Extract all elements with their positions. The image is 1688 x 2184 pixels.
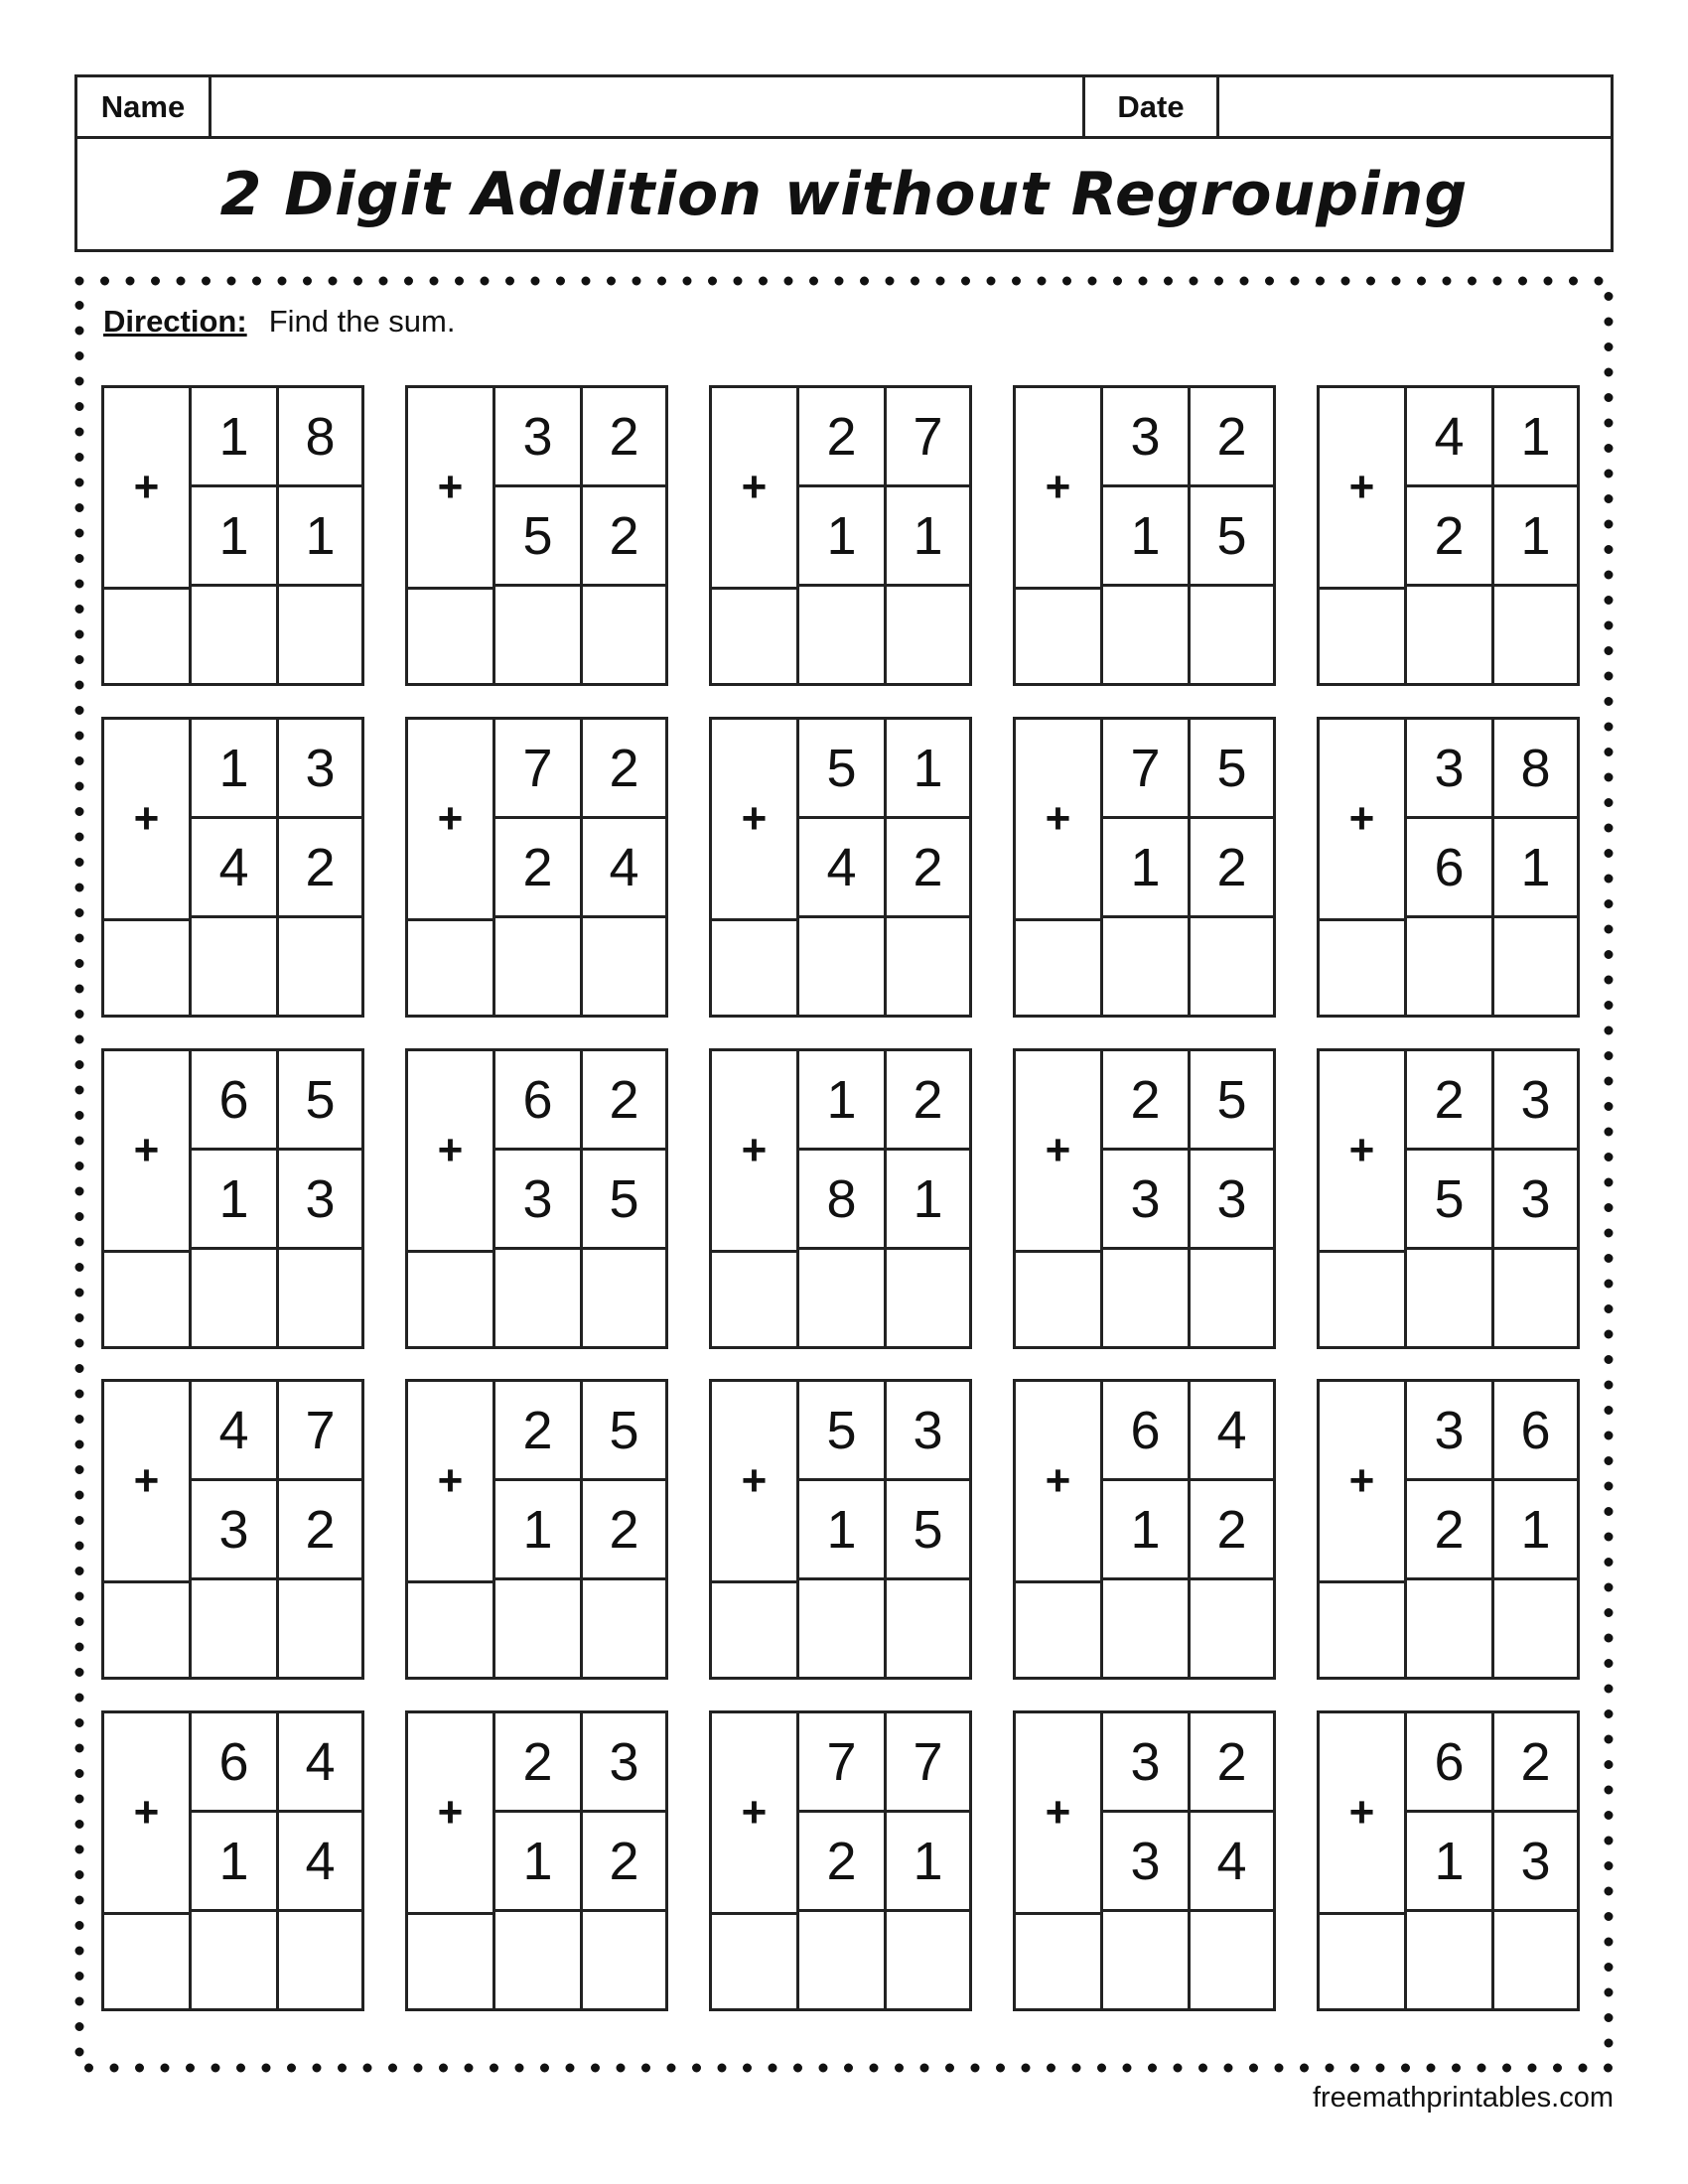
- answer-box[interactable]: [408, 918, 495, 1015]
- plus-sign: +: [104, 1382, 192, 1580]
- addend-bottom-tens: 1: [495, 1481, 583, 1580]
- answer-box[interactable]: [1494, 1250, 1577, 1346]
- answer-box[interactable]: [495, 1250, 583, 1346]
- answer-box[interactable]: [1494, 1580, 1577, 1677]
- addend-top-tens: 2: [1103, 1051, 1191, 1151]
- addend-top-ones: 7: [887, 1713, 969, 1813]
- answer-box[interactable]: [1320, 1580, 1407, 1677]
- answer-box[interactable]: [583, 1250, 665, 1346]
- answer-box[interactable]: [1320, 1250, 1407, 1346]
- answer-box[interactable]: [1320, 918, 1407, 1015]
- addend-bottom-ones: 2: [583, 1813, 665, 1912]
- addition-problem: [405, 1048, 668, 1349]
- addend-top-ones: 4: [1191, 1382, 1273, 1481]
- plus-sign: +: [408, 1713, 495, 1912]
- answer-box[interactable]: [1494, 587, 1577, 683]
- addend-bottom-tens: 1: [192, 1151, 279, 1250]
- addend-bottom-ones: 3: [1494, 1813, 1577, 1912]
- answer-box[interactable]: [104, 1250, 192, 1346]
- answer-box[interactable]: [799, 918, 887, 1015]
- answer-box[interactable]: [887, 1912, 969, 2008]
- addend-top-tens: 7: [799, 1713, 887, 1813]
- addend-top-ones: 2: [583, 720, 665, 819]
- addition-problem: [1317, 717, 1580, 1018]
- answer-box[interactable]: [712, 1580, 799, 1677]
- plus-sign: +: [408, 1051, 495, 1250]
- answer-box[interactable]: [1191, 1580, 1273, 1677]
- answer-box[interactable]: [495, 918, 583, 1015]
- answer-box[interactable]: [1407, 1250, 1494, 1346]
- addend-top-tens: 6: [495, 1051, 583, 1151]
- addition-problem: [1013, 385, 1276, 686]
- addend-bottom-ones: 2: [279, 819, 361, 918]
- addition-problem: [405, 717, 668, 1018]
- answer-box[interactable]: [799, 1912, 887, 2008]
- addend-top-tens: 2: [799, 388, 887, 487]
- plus-sign: +: [104, 388, 192, 587]
- addend-top-ones: 3: [583, 1713, 665, 1813]
- addend-bottom-ones: 2: [1191, 819, 1273, 918]
- addition-problem: [1013, 1710, 1276, 2011]
- addend-bottom-ones: 4: [1191, 1813, 1273, 1912]
- answer-box[interactable]: [712, 1250, 799, 1346]
- answer-box[interactable]: [583, 1912, 665, 2008]
- addition-problem: [405, 1710, 668, 2011]
- addend-top-ones: 5: [583, 1382, 665, 1481]
- addend-bottom-tens: 5: [495, 487, 583, 587]
- answer-box[interactable]: [887, 1250, 969, 1346]
- addend-bottom-ones: 2: [1191, 1481, 1273, 1580]
- answer-box[interactable]: [1494, 1912, 1577, 2008]
- addend-top-ones: 5: [279, 1051, 361, 1151]
- addend-top-tens: 6: [1407, 1713, 1494, 1813]
- addend-bottom-tens: 8: [799, 1151, 887, 1250]
- plus-sign: +: [712, 388, 799, 587]
- answer-box[interactable]: [279, 587, 361, 683]
- addend-top-tens: 2: [1407, 1051, 1494, 1151]
- addend-bottom-tens: 1: [1103, 819, 1191, 918]
- answer-box[interactable]: [1103, 1912, 1191, 2008]
- addend-bottom-ones: 1: [887, 487, 969, 587]
- addend-top-ones: 5: [1191, 1051, 1273, 1151]
- addend-bottom-tens: 1: [495, 1813, 583, 1912]
- addend-top-ones: 2: [583, 388, 665, 487]
- answer-box[interactable]: [1407, 1912, 1494, 2008]
- addend-top-ones: 2: [1191, 388, 1273, 487]
- addend-top-ones: 6: [1494, 1382, 1577, 1481]
- addend-top-ones: 1: [887, 720, 969, 819]
- addend-bottom-tens: 3: [1103, 1151, 1191, 1250]
- answer-box[interactable]: [1016, 587, 1103, 683]
- plus-sign: +: [1016, 1713, 1103, 1912]
- addend-top-tens: 4: [192, 1382, 279, 1481]
- addend-bottom-tens: 1: [799, 1481, 887, 1580]
- addend-top-tens: 5: [799, 720, 887, 819]
- answer-box[interactable]: [279, 1250, 361, 1346]
- addition-problem: [709, 385, 972, 686]
- answer-box[interactable]: [887, 1580, 969, 1677]
- addition-problem: [101, 385, 364, 686]
- addend-top-ones: 1: [1494, 388, 1577, 487]
- addend-bottom-ones: 1: [1494, 819, 1577, 918]
- addend-bottom-tens: 5: [1407, 1151, 1494, 1250]
- answer-box[interactable]: [1103, 1250, 1191, 1346]
- plus-sign: +: [408, 1382, 495, 1580]
- answer-box[interactable]: [192, 1580, 279, 1677]
- answer-box[interactable]: [1016, 1912, 1103, 2008]
- addition-problem: [1013, 1048, 1276, 1349]
- answer-box[interactable]: [1103, 918, 1191, 1015]
- answer-box[interactable]: [1191, 918, 1273, 1015]
- answer-box[interactable]: [104, 1912, 192, 2008]
- site-credit: freemathprintables.com: [1312, 2082, 1614, 2114]
- addition-problem: [101, 1710, 364, 2011]
- addition-problem: [1317, 1379, 1580, 1680]
- addend-top-tens: 4: [1407, 388, 1494, 487]
- answer-box[interactable]: [408, 1912, 495, 2008]
- plus-sign: +: [1320, 1713, 1407, 1912]
- plus-sign: +: [408, 388, 495, 587]
- addend-bottom-tens: 6: [1407, 819, 1494, 918]
- answer-box[interactable]: [1016, 1580, 1103, 1677]
- answer-box[interactable]: [1103, 587, 1191, 683]
- addend-top-tens: 1: [192, 388, 279, 487]
- answer-box[interactable]: [192, 918, 279, 1015]
- addend-top-tens: 2: [495, 1713, 583, 1813]
- answer-box[interactable]: [1407, 1580, 1494, 1677]
- addition-problem: [405, 1379, 668, 1680]
- worksheet-title: 2 Digit Addition without Regrouping: [219, 159, 1469, 229]
- answer-box[interactable]: [1191, 1912, 1273, 2008]
- answer-box[interactable]: [799, 587, 887, 683]
- answer-box[interactable]: [887, 587, 969, 683]
- addition-problem: [101, 1048, 364, 1349]
- plus-sign: +: [1320, 1051, 1407, 1250]
- answer-box[interactable]: [1191, 587, 1273, 683]
- answer-box[interactable]: [279, 1580, 361, 1677]
- addend-bottom-tens: 1: [1103, 1481, 1191, 1580]
- addition-problem: [1013, 717, 1276, 1018]
- addend-top-ones: 3: [279, 720, 361, 819]
- answer-box[interactable]: [104, 587, 192, 683]
- addend-top-tens: 6: [1103, 1382, 1191, 1481]
- addition-problem: [1317, 1048, 1580, 1349]
- addend-bottom-tens: 3: [1103, 1813, 1191, 1912]
- addend-top-ones: 3: [1494, 1051, 1577, 1151]
- addend-bottom-ones: 1: [887, 1813, 969, 1912]
- addend-top-ones: 7: [887, 388, 969, 487]
- addend-top-tens: 3: [1407, 1382, 1494, 1481]
- addend-top-ones: 2: [583, 1051, 665, 1151]
- addition-problem: [709, 717, 972, 1018]
- addend-top-tens: 7: [495, 720, 583, 819]
- addend-bottom-tens: 1: [1407, 1813, 1494, 1912]
- answer-box[interactable]: [1191, 1250, 1273, 1346]
- addend-bottom-ones: 5: [1191, 487, 1273, 587]
- addend-top-ones: 8: [279, 388, 361, 487]
- addition-problem: [101, 717, 364, 1018]
- answer-box[interactable]: [583, 587, 665, 683]
- plus-sign: +: [104, 720, 192, 918]
- addend-bottom-ones: 2: [279, 1481, 361, 1580]
- plus-sign: +: [1320, 720, 1407, 918]
- plus-sign: +: [104, 1051, 192, 1250]
- addend-bottom-tens: 2: [799, 1813, 887, 1912]
- plus-sign: +: [712, 1382, 799, 1580]
- answer-box[interactable]: [1320, 587, 1407, 683]
- addend-top-ones: 7: [279, 1382, 361, 1481]
- addend-bottom-tens: 1: [192, 487, 279, 587]
- plus-sign: +: [1320, 388, 1407, 587]
- answer-box[interactable]: [583, 1580, 665, 1677]
- answer-box[interactable]: [408, 1250, 495, 1346]
- addend-top-tens: 3: [495, 388, 583, 487]
- answer-box[interactable]: [408, 587, 495, 683]
- addend-top-tens: 7: [1103, 720, 1191, 819]
- addend-bottom-ones: 3: [1191, 1151, 1273, 1250]
- addend-bottom-tens: 3: [495, 1151, 583, 1250]
- addend-top-tens: 1: [192, 720, 279, 819]
- addend-bottom-ones: 1: [279, 487, 361, 587]
- direction-label: Direction:: [103, 304, 247, 339]
- addend-bottom-tens: 1: [799, 487, 887, 587]
- addend-top-tens: 3: [1103, 388, 1191, 487]
- addend-bottom-tens: 4: [192, 819, 279, 918]
- answer-box[interactable]: [712, 1912, 799, 2008]
- addend-top-ones: 3: [887, 1382, 969, 1481]
- answer-box[interactable]: [1320, 1912, 1407, 2008]
- answer-box[interactable]: [1103, 1580, 1191, 1677]
- addend-bottom-ones: 1: [887, 1151, 969, 1250]
- answer-box[interactable]: [495, 1580, 583, 1677]
- plus-sign: +: [712, 1051, 799, 1250]
- plus-sign: +: [1320, 1382, 1407, 1580]
- answer-box[interactable]: [192, 1912, 279, 2008]
- answer-box[interactable]: [1494, 918, 1577, 1015]
- answer-box[interactable]: [1407, 587, 1494, 683]
- addend-top-ones: 2: [887, 1051, 969, 1151]
- addend-top-ones: 2: [1494, 1713, 1577, 1813]
- addition-problem: [1317, 1710, 1580, 2011]
- answer-box[interactable]: [583, 918, 665, 1015]
- addend-bottom-ones: 5: [887, 1481, 969, 1580]
- answer-box[interactable]: [192, 587, 279, 683]
- answer-box[interactable]: [712, 587, 799, 683]
- answer-box[interactable]: [799, 1250, 887, 1346]
- addend-top-tens: 6: [192, 1713, 279, 1813]
- addend-bottom-tens: 3: [192, 1481, 279, 1580]
- addend-top-ones: 8: [1494, 720, 1577, 819]
- addition-problem: [709, 1379, 972, 1680]
- addend-top-tens: 2: [495, 1382, 583, 1481]
- addition-problem: [1317, 385, 1580, 686]
- addition-problem: [101, 1379, 364, 1680]
- date-label: Date: [1085, 77, 1219, 136]
- addend-bottom-ones: 3: [1494, 1151, 1577, 1250]
- direction-text: Find the sum.: [268, 304, 456, 339]
- addend-bottom-tens: 4: [799, 819, 887, 918]
- addend-top-ones: 2: [1191, 1713, 1273, 1813]
- plus-sign: +: [1016, 1382, 1103, 1580]
- addend-top-tens: 6: [192, 1051, 279, 1151]
- addend-top-tens: 3: [1103, 1713, 1191, 1813]
- answer-box[interactable]: [799, 1580, 887, 1677]
- addition-problem: [709, 1048, 972, 1349]
- addend-bottom-ones: 2: [583, 487, 665, 587]
- answer-box[interactable]: [1016, 1250, 1103, 1346]
- answer-box[interactable]: [104, 1580, 192, 1677]
- answer-box[interactable]: [887, 918, 969, 1015]
- addend-bottom-ones: 5: [583, 1151, 665, 1250]
- answer-box[interactable]: [495, 1912, 583, 2008]
- addend-top-tens: 5: [799, 1382, 887, 1481]
- answer-box[interactable]: [1407, 918, 1494, 1015]
- addend-bottom-tens: 2: [495, 819, 583, 918]
- answer-box[interactable]: [495, 587, 583, 683]
- addend-bottom-ones: 4: [583, 819, 665, 918]
- answer-box[interactable]: [408, 1580, 495, 1677]
- addend-bottom-ones: 2: [887, 819, 969, 918]
- addition-problem: [709, 1710, 972, 2011]
- addend-top-ones: 4: [279, 1713, 361, 1813]
- answer-box[interactable]: [279, 1912, 361, 2008]
- plus-sign: +: [712, 720, 799, 918]
- addend-top-tens: 1: [799, 1051, 887, 1151]
- plus-sign: +: [1016, 1051, 1103, 1250]
- addend-bottom-tens: 1: [192, 1813, 279, 1912]
- addend-bottom-ones: 1: [1494, 487, 1577, 587]
- addend-bottom-ones: 4: [279, 1813, 361, 1912]
- plus-sign: +: [1016, 388, 1103, 587]
- addend-bottom-ones: 2: [583, 1481, 665, 1580]
- answer-box[interactable]: [712, 918, 799, 1015]
- addend-top-tens: 3: [1407, 720, 1494, 819]
- addend-bottom-tens: 2: [1407, 1481, 1494, 1580]
- answer-box[interactable]: [1016, 918, 1103, 1015]
- plus-sign: +: [1016, 720, 1103, 918]
- answer-box[interactable]: [279, 918, 361, 1015]
- addend-bottom-ones: 1: [1494, 1481, 1577, 1580]
- answer-box[interactable]: [192, 1250, 279, 1346]
- plus-sign: +: [104, 1713, 192, 1912]
- plus-sign: +: [408, 720, 495, 918]
- addend-bottom-ones: 3: [279, 1151, 361, 1250]
- addition-problem: [405, 385, 668, 686]
- addend-bottom-tens: 1: [1103, 487, 1191, 587]
- addend-bottom-tens: 2: [1407, 487, 1494, 587]
- answer-box[interactable]: [104, 918, 192, 1015]
- name-label: Name: [77, 77, 211, 136]
- addend-top-ones: 5: [1191, 720, 1273, 819]
- addition-problem: [1013, 1379, 1276, 1680]
- plus-sign: +: [712, 1713, 799, 1912]
